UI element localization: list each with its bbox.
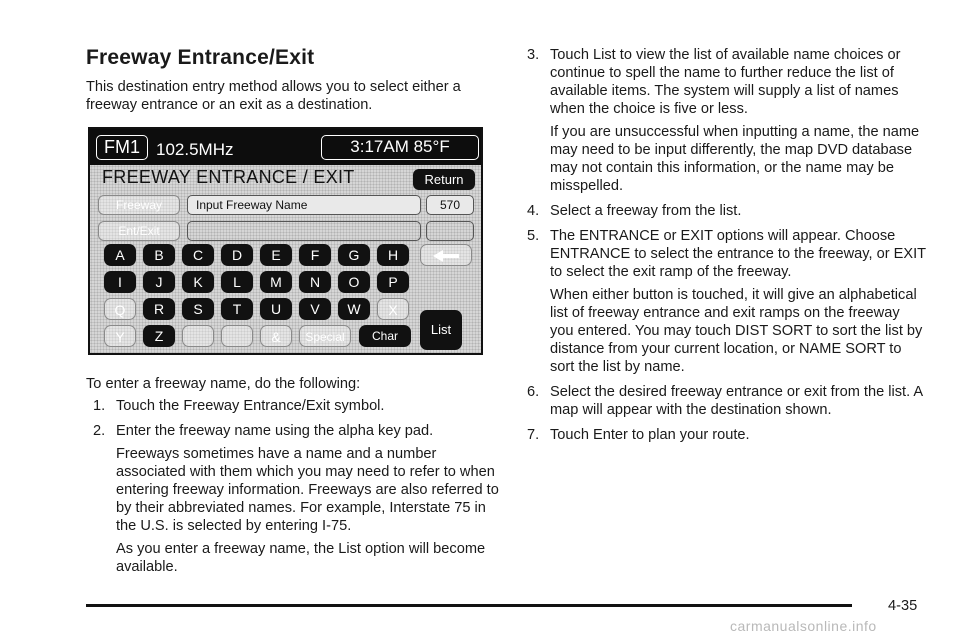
step-number: 3.: [527, 47, 540, 63]
step-number: 2.: [93, 423, 106, 439]
key-s[interactable]: S: [182, 298, 214, 320]
step-5: [527, 227, 927, 376]
clock-temp-display: 3:17AM 85°F: [321, 135, 479, 160]
key-e[interactable]: E: [260, 244, 292, 266]
frequency-readout: 102.5MHz: [156, 140, 234, 159]
list-button[interactable]: List: [420, 310, 462, 350]
step-note: Freeways sometimes have a name and a number associated with them which you may need to refer to when entering freeway information. Freeways are also referred to by their abbreviated names. For example, Interstate 75 in the U.S. is selected by entering I-75.: [116, 446, 499, 534]
step-text: Select the desired freeway entrance or exit from the list. A map will appear with the destination shown.: [550, 384, 923, 418]
step-1: [93, 397, 503, 415]
match-count: 570: [426, 195, 474, 215]
key-z[interactable]: Z: [143, 325, 175, 347]
nav-screen-figure: [88, 127, 483, 355]
step-note: If you are unsuccessful when inputting a name, the name may need to be input differently, the map DVD database may not contain this information, or the name may be misspelled.: [550, 124, 920, 194]
key-p[interactable]: P: [377, 271, 409, 293]
key-h[interactable]: H: [377, 244, 409, 266]
key-q[interactable]: Q: [104, 298, 136, 320]
left-arrow-icon: [431, 249, 461, 263]
return-button[interactable]: Return: [413, 169, 475, 190]
step-note: As you enter a freeway name, the List option will become available.: [116, 541, 486, 575]
steps-left-column: [93, 397, 503, 583]
step-number: 4.: [527, 203, 540, 219]
key-o[interactable]: O: [338, 271, 370, 293]
key-g[interactable]: G: [338, 244, 370, 266]
step-4: [527, 202, 927, 220]
backspace-button[interactable]: [420, 244, 472, 266]
step-6: [527, 383, 927, 419]
step-note: When either button is touched, it will give an alphabetical list of freeway entrance and exit ramps on the freeway you entered. You may touch DIST SORT to sort the list by distance from your current location, or NAME SORT to sort the list by name.: [550, 287, 923, 375]
step-7: [527, 426, 927, 444]
step-number: 6.: [527, 384, 540, 400]
step-number: 5.: [527, 228, 540, 244]
tab-ent-exit[interactable]: Ent/Exit: [98, 221, 180, 241]
step-number: 1.: [93, 398, 106, 414]
step-text: The ENTRANCE or EXIT options will appear. Choose ENTRANCE to select the entrance to the freeway, or EXIT to select the exit ramp of the freeway.: [550, 228, 926, 280]
char-button[interactable]: Char: [359, 325, 411, 347]
entry-display: [187, 221, 421, 241]
steps-lead: To enter a freeway name, do the following:: [86, 376, 361, 392]
band-button[interactable]: FM1: [96, 135, 148, 160]
key-t[interactable]: T: [221, 298, 253, 320]
key-ampersand[interactable]: &: [260, 325, 292, 347]
key-k[interactable]: K: [182, 271, 214, 293]
footer-rule: [86, 604, 852, 607]
freeway-name-input[interactable]: Input Freeway Name: [187, 195, 421, 215]
screen-title: FREEWAY ENTRANCE / EXIT: [102, 167, 355, 187]
key-a[interactable]: A: [104, 244, 136, 266]
key-l[interactable]: L: [221, 271, 253, 293]
key-i[interactable]: I: [104, 271, 136, 293]
key-n[interactable]: N: [299, 271, 331, 293]
key-d[interactable]: D: [221, 244, 253, 266]
intro-paragraph: This destination entry method allows you to select either a freeway entrance or an exit as a destination.: [86, 79, 461, 113]
key-c[interactable]: C: [182, 244, 214, 266]
key-r[interactable]: R: [143, 298, 175, 320]
step-2: [93, 422, 503, 576]
entry-display-aux: [426, 221, 474, 241]
step-3: [527, 46, 927, 195]
key-y[interactable]: Y: [104, 325, 136, 347]
key-j[interactable]: J: [143, 271, 175, 293]
key-b[interactable]: B: [143, 244, 175, 266]
key-x[interactable]: X: [377, 298, 409, 320]
key-w[interactable]: W: [338, 298, 370, 320]
steps-right-column: [527, 46, 927, 451]
step-number: 7.: [527, 427, 540, 443]
step-text: Select a freeway from the list.: [550, 203, 742, 219]
key-blank-2[interactable]: [221, 325, 253, 347]
section-heading: Freeway Entrance/Exit: [86, 46, 315, 69]
key-u[interactable]: U: [260, 298, 292, 320]
step-text: Touch List to view the list of available name choices or continue to spell the name to further reduce the list of available items. The system will supply a list of names when the choice is five or less.: [550, 47, 901, 117]
step-text: Enter the freeway name using the alpha key pad.: [116, 423, 434, 439]
special-button[interactable]: Special: [299, 325, 351, 347]
step-text: Touch the Freeway Entrance/Exit symbol.: [116, 398, 385, 414]
tab-freeway[interactable]: Freeway: [98, 195, 180, 215]
step-text: Touch Enter to plan your route.: [550, 427, 750, 443]
page-number: 4-35: [888, 598, 918, 614]
key-blank-1[interactable]: [182, 325, 214, 347]
key-v[interactable]: V: [299, 298, 331, 320]
watermark: carmanualsonline.info: [730, 618, 877, 634]
key-f[interactable]: F: [299, 244, 331, 266]
key-m[interactable]: M: [260, 271, 292, 293]
